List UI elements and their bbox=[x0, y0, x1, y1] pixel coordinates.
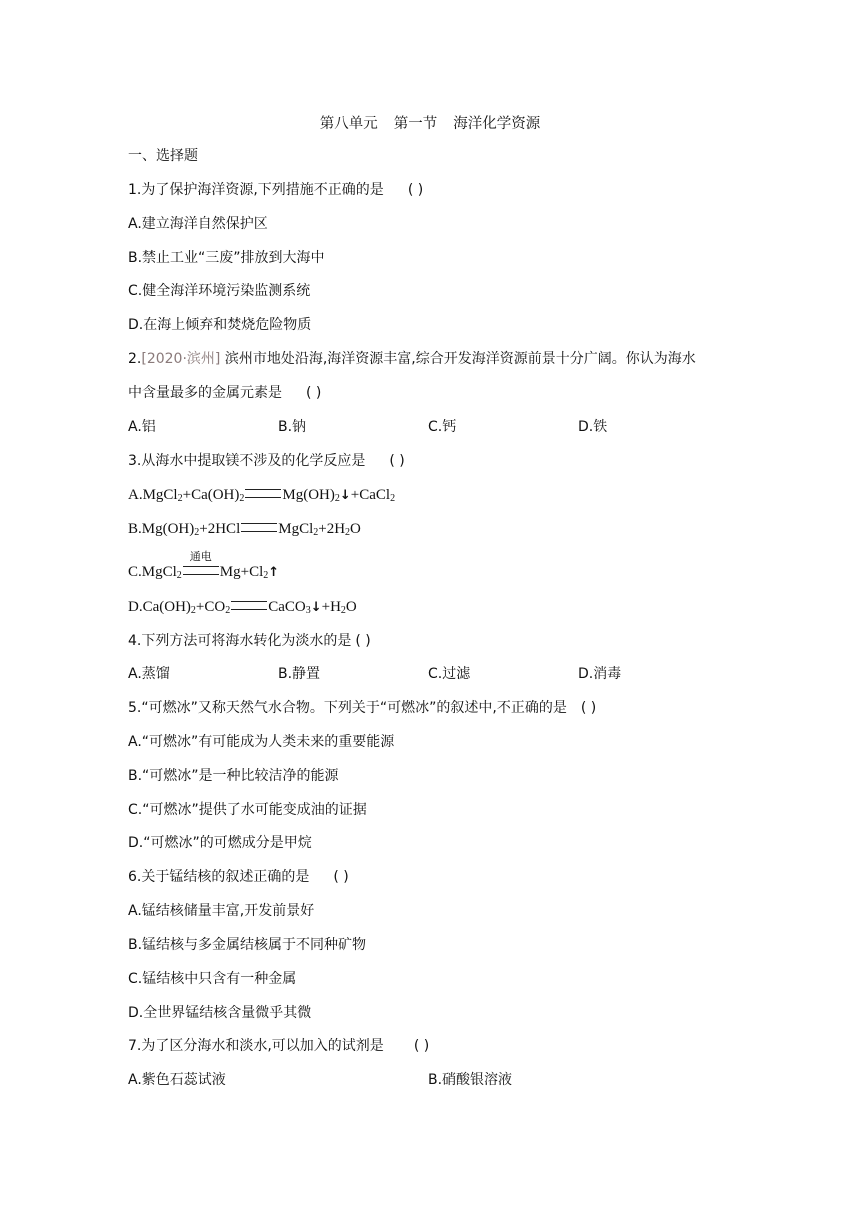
precipitate-arrow-icon: ↓ bbox=[310, 600, 322, 615]
question-2-stem-line1: 滨州市地处沿海,海洋资源丰富,综合开发海洋资源前景十分广阔。你认为海水 bbox=[224, 351, 696, 367]
q1-option-c: C.健全海洋环境污染监测系统 bbox=[128, 283, 311, 299]
option-label: D. bbox=[128, 599, 143, 615]
q6-option-a: A.锰结核储量丰富,开发前景好 bbox=[128, 903, 315, 919]
title-topic: 海洋化学资源 bbox=[453, 116, 541, 132]
q5-option-a: A.“可燃冰”有可能成为人类未来的重要能源 bbox=[128, 734, 395, 750]
q4-options bbox=[128, 664, 728, 684]
q7-option-b: B.硝酸银溶液 bbox=[428, 1072, 513, 1088]
answer-blank: ( ) bbox=[333, 869, 349, 885]
option-label: A. bbox=[128, 487, 143, 503]
answer-blank: ( ) bbox=[389, 453, 405, 469]
question-2-stem-line2: 中含量最多的金属元素是 bbox=[128, 385, 282, 401]
question-2 bbox=[128, 349, 696, 369]
title-section: 第一节 bbox=[393, 116, 438, 132]
answer-blank: ( ) bbox=[580, 700, 597, 716]
q1-option-b: B.禁止工业“三废”排放到大海中 bbox=[128, 250, 325, 266]
q4-option-b: B.静置 bbox=[278, 666, 321, 682]
page-title bbox=[0, 112, 860, 133]
question-1 bbox=[128, 180, 423, 200]
reaction-equals bbox=[231, 601, 267, 610]
q7-options bbox=[128, 1070, 578, 1090]
q4-option-c: C.过滤 bbox=[428, 666, 471, 682]
answer-blank: ( ) bbox=[355, 633, 371, 649]
precipitate-arrow-icon: ↓ bbox=[339, 488, 351, 503]
q2-option-d: D.铁 bbox=[578, 419, 608, 435]
question-4 bbox=[128, 631, 371, 651]
gas-arrow-icon: ↑ bbox=[268, 565, 280, 580]
reaction-equals bbox=[241, 523, 277, 532]
q3-option-c: C.MgCl$_2$ 通电 $Mg+Cl_2↑$ bbox=[128, 562, 279, 583]
question-6 bbox=[128, 867, 349, 887]
question-1-stem: 1.为了保护海洋资源,下列措施不正确的是 bbox=[128, 182, 384, 198]
question-2-source: [2020·滨州] bbox=[141, 351, 221, 367]
question-3-stem: 3.从海水中提取镁不涉及的化学反应是 bbox=[128, 453, 366, 469]
reaction-equals bbox=[245, 489, 281, 498]
question-5-stem: 5.“可燃冰”又称天然气水合物。下列关于“可燃冰”的叙述中,不正确的是 bbox=[128, 700, 567, 716]
question-5 bbox=[128, 698, 596, 718]
question-2-line2 bbox=[128, 383, 321, 403]
option-label: C. bbox=[128, 564, 142, 580]
q6-option-b: B.锰结核与多金属结核属于不同种矿物 bbox=[128, 937, 367, 953]
title-unit: 第八单元 bbox=[319, 116, 378, 132]
question-6-stem: 6.关于锰结核的叙述正确的是 bbox=[128, 869, 310, 885]
question-2-num: 2. bbox=[128, 351, 142, 367]
q3-option-a: $A.MgCl_2+Ca(OH)_2$ $Mg(OH)_2↓+CaCl_2$ bbox=[128, 487, 396, 504]
q1-option-a: A.建立海洋自然保护区 bbox=[128, 216, 268, 232]
q5-option-b: B.“可燃冰”是一种比较洁净的能源 bbox=[128, 768, 339, 784]
q2-option-b: B.钠 bbox=[278, 419, 307, 435]
section-heading: 一、选择题 bbox=[128, 148, 198, 164]
q3-option-d: $D.Ca(OH)_2+CO_2$ $CaCO_3↓+H_2O$ bbox=[128, 599, 357, 616]
q2-option-a: A.铝 bbox=[128, 419, 156, 435]
q5-option-d: D.“可燃冰”的可燃成分是甲烷 bbox=[128, 835, 312, 851]
question-7 bbox=[128, 1036, 429, 1056]
reaction-condition: 通电 bbox=[189, 550, 212, 564]
option-label: B. bbox=[128, 521, 142, 537]
question-4-stem: 4.下列方法可将海水转化为淡水的是 bbox=[128, 633, 352, 649]
q4-option-a: A.蒸馏 bbox=[128, 666, 170, 682]
q3-option-b: $B.Mg(OH)_2+2HCl$ $MgCl_2+2H_2O$ bbox=[128, 521, 361, 538]
q4-option-d: D.消毒 bbox=[578, 666, 622, 682]
q6-option-d: D.全世界锰结核含量微乎其微 bbox=[128, 1005, 312, 1021]
question-7-stem: 7.为了区分海水和淡水,可以加入的试剂是 bbox=[128, 1038, 384, 1054]
q1-option-d: D.在海上倾弃和焚烧危险物质 bbox=[128, 317, 312, 333]
q6-option-c: C.锰结核中只含有一种金属 bbox=[128, 971, 297, 987]
q2-option-c: C.钙 bbox=[428, 419, 457, 435]
answer-blank: ( ) bbox=[413, 1038, 430, 1054]
q5-option-c: C.“可燃冰”提供了水可能变成油的证据 bbox=[128, 802, 367, 818]
answer-blank: ( ) bbox=[407, 182, 424, 198]
q2-options bbox=[128, 417, 728, 437]
q7-option-a: A.紫色石蕊试液 bbox=[128, 1072, 226, 1088]
reaction-equals bbox=[183, 550, 219, 575]
answer-blank: ( ) bbox=[306, 385, 322, 401]
question-3 bbox=[128, 451, 405, 471]
